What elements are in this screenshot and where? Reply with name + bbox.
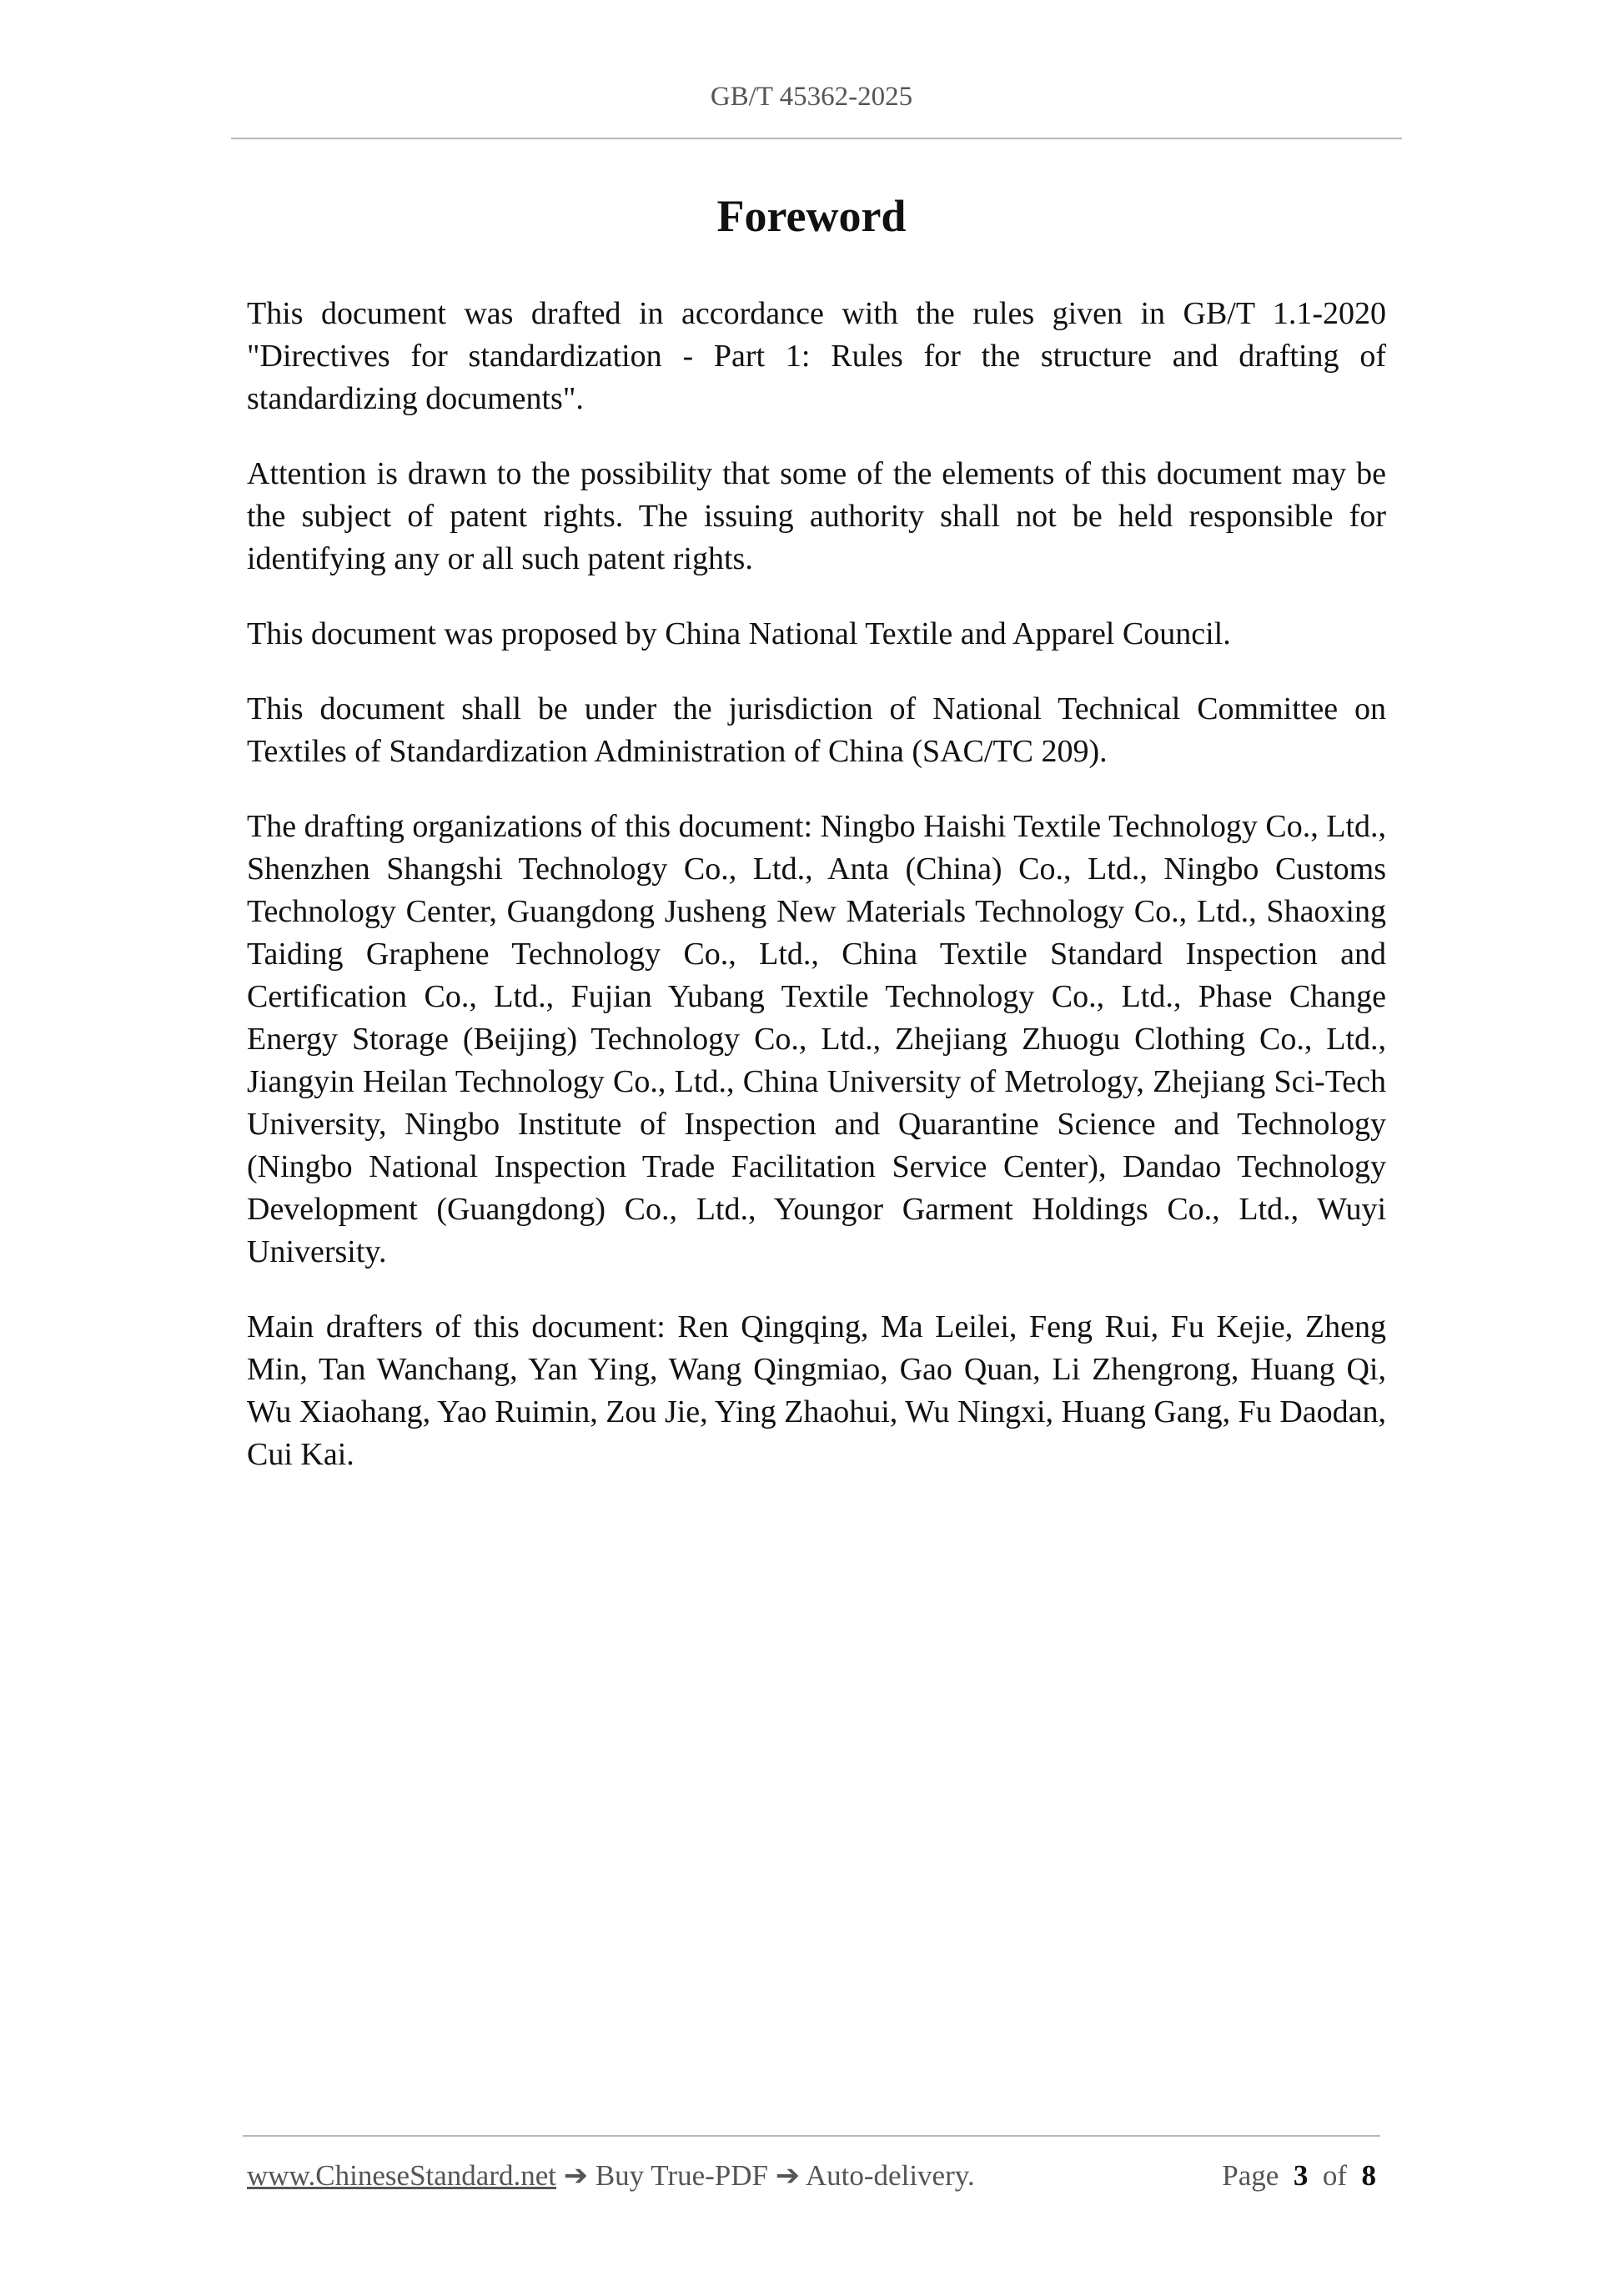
paragraph-drafting-organizations: The drafting organizations of this document: Ningbo Haishi Textile Technology Co., Ltd., Shenzhen Shangshi Technology Co., Ltd., Anta (China) Co., Ltd., Ningbo Customs Technology Center, Guangdong Jusheng New Materials Technology Co., Ltd., Shaoxing Taiding Graphene Technology Co., Ltd., China Textile Standard Inspection and Certification Co., Ltd., Fujian Yubang Textile Technology Co., Ltd., Phase Change Energy Storage (Beijing) Technology Co., Ltd., Zhejiang Zhuogu Clothing Co., Ltd., Jiangyin Heilan Technology Co., Ltd., China University of Metrology, Zhejiang Sci-Tech University, Ningbo Institute of Inspection and Quarantine Science and Technology (Ningbo National Inspection Trade Facilitation Service Center), Dandao Technology Development (Guangdong) Co., Ltd., Youngor Garment Holdings Co., Ltd., Wuyi University. [247, 809, 1386, 1269]
delivery-text: Auto-delivery. [805, 2159, 975, 2192]
page-label: Page [1222, 2159, 1279, 2192]
paragraph-drafting-rules: This document was drafted in accordance with the rules given in GB/T 1.1-2020 "Directives for standardization - Part 1: Rules for the structure and drafting of standardizing documents". [247, 296, 1386, 416]
page-total: 8 [1361, 2159, 1376, 2192]
buy-text: Buy True-PDF [595, 2159, 768, 2192]
paragraph-proposed-by: This document was proposed by China National Textile and Apparel Council. [247, 616, 1231, 651]
paragraph-main-drafters: Main drafters of this document: Ren Qingqing, Ma Leilei, Feng Rui, Fu Kejie, Zheng Min, Tan Wanchang, Yan Ying, Wang Qingmiao, Gao Quan, Li Zhengrong, Huang Qi, Wu Xiaohang, Yao Ruimin, Zou Jie, Ying Zhaohui, Wu Ningxi, Huang Gang, Fu Daodan, Cui Kai. [247, 1309, 1386, 1472]
arrow-right-icon: ➔ [768, 2159, 806, 2192]
footer-promo [247, 2159, 975, 2193]
paragraph-patent-notice: Attention is drawn to the possibility that some of the elements of this document may be the subject of patent rights. The issuing authority shall not be held responsible for identifying any or all such patent rights. [247, 456, 1386, 576]
paragraph-jurisdiction: This document shall be under the jurisdiction of National Technical Committee on Textiles of Standardization Administration of China (SAC/TC 209). [247, 691, 1386, 769]
arrow-right-icon: ➔ [556, 2159, 595, 2192]
foreword-body [247, 293, 1386, 1509]
page-current: 3 [1293, 2159, 1309, 2192]
header-divider [231, 138, 1402, 139]
footer-divider [243, 2135, 1380, 2137]
page-title: Foreword [716, 191, 907, 241]
running-header: GB/T 45362-2025 [710, 82, 913, 112]
of-label: of [1322, 2159, 1347, 2192]
site-link[interactable]: www.ChineseStandard.net [247, 2159, 556, 2192]
page-number [1222, 2159, 1376, 2193]
